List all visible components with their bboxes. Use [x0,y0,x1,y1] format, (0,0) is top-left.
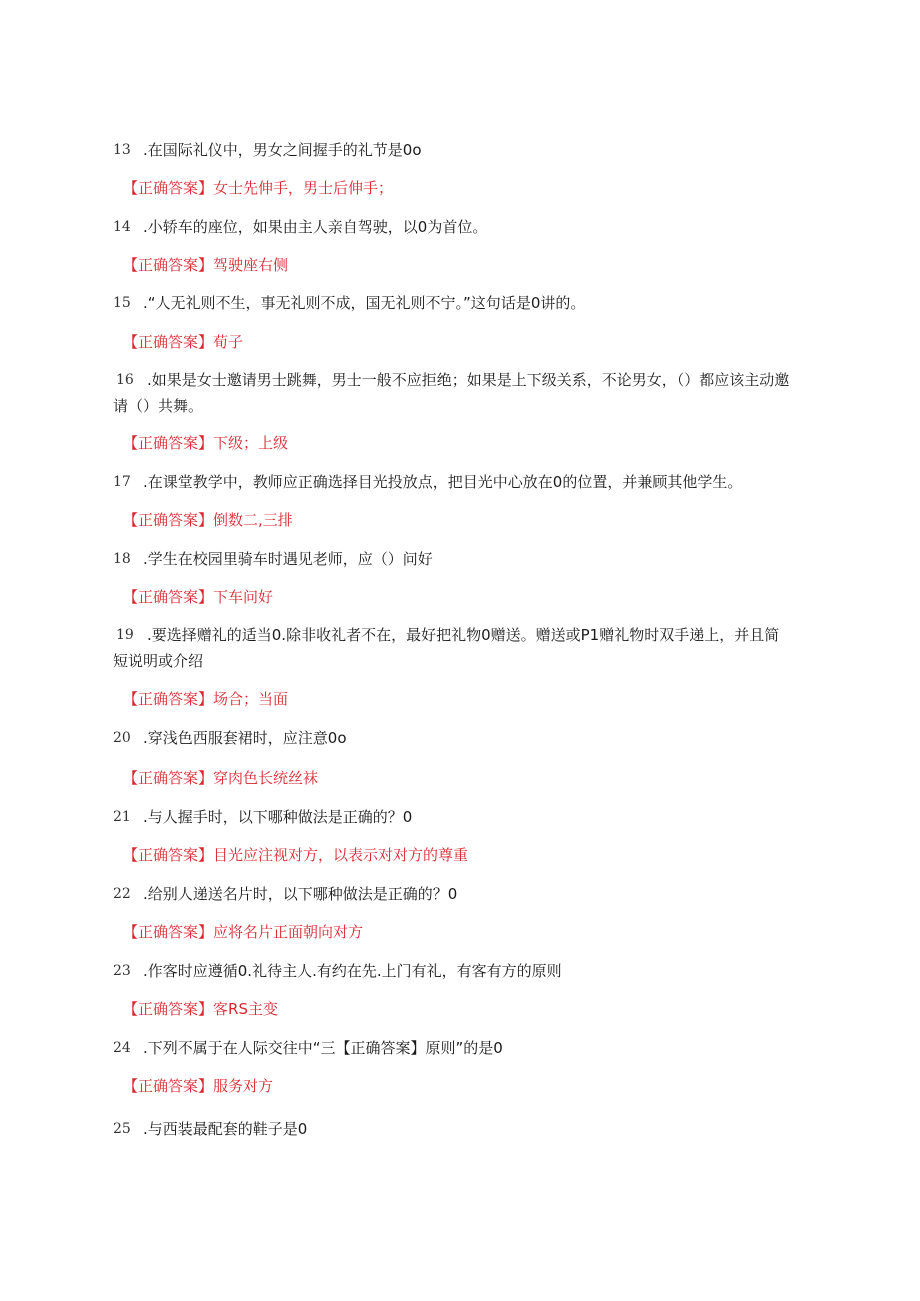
answer-24 [123,1075,273,1097]
answer-21 [123,844,468,866]
question-text-continued: 请（）共舞。 [113,397,204,415]
answer-19 [123,688,288,710]
answer-text: 下车问好 [213,588,274,606]
question-number: 19 [116,627,134,643]
answer-label: 【正确答案】 [123,434,214,452]
question-text-continued: 短说明或介绍 [113,652,204,670]
question-text: .与人握手时，以下哪种做法是正确的？0 [143,808,413,826]
question-text: .在国际礼仪中，男女之间握手的礼节是0o [143,141,422,159]
question-text: .在课堂教学中，教师应正确选择目光投放点，把目光中心放在0的位置，并兼顾其他学生。 [143,473,743,491]
answer-text: 下级；上级 [213,434,289,452]
question-number: 17 [113,474,131,490]
answer-text: 场合；当面 [213,690,289,708]
question-number: 21 [113,809,131,825]
answer-23 [123,998,278,1020]
answer-16 [123,432,288,454]
question-number: 25 [113,1121,131,1137]
answer-text: 应将名片正面朝向对方 [213,923,364,941]
answer-label: 【正确答案】 [123,1000,214,1018]
answer-17 [123,509,293,531]
answer-13 [123,177,393,199]
answer-label: 【正确答案】 [123,846,214,864]
question-text: .下列不属于在人际交往中“三【正确答案】原则”的是0 [143,1039,503,1057]
question-text: .作客时应遵循0.礼待主人.有约在先.上门有礼，有客有方的原则 [143,962,562,980]
answer-label: 【正确答案】 [123,256,214,274]
question-number: 16 [116,372,134,388]
question-text: .穿浅色西服套裙时，应注意0o [143,729,347,747]
question-text: .要选择赠礼的适当0.除非收礼者不在，最好把礼物0赠送。赠送或P1赠礼物时双手递上，并且简 [147,626,780,644]
answer-label: 【正确答案】 [123,588,214,606]
question-number: 20 [113,730,131,746]
question-number: 23 [113,963,131,979]
answer-text: 服务对方 [213,1077,274,1095]
answer-text: 倒数二,三排 [213,511,293,529]
answer-text: 穿肉色长统丝袜 [213,769,319,787]
answer-14 [123,254,288,276]
answer-text: 目光应注视对方，以表示对对方的尊重 [213,846,469,864]
answer-text: 荀子 [213,333,244,351]
answer-label: 【正确答案】 [123,923,214,941]
answer-text: 驾驶座右侧 [213,256,289,274]
answer-22 [123,921,363,943]
answer-label: 【正确答案】 [123,179,214,197]
question-number: 14 [113,219,131,235]
question-number: 13 [113,142,131,158]
question-text: .如果是女士邀请男士跳舞，男士一般不应拒绝；如果是上下级关系，不论男女，（）都应该主动邀 [147,371,790,389]
answer-text: 女士先伸手，男士后伸手； [213,179,394,197]
answer-label: 【正确答案】 [123,769,214,787]
answer-label: 【正确答案】 [123,690,214,708]
answer-15 [123,331,243,353]
question-text: .给别人递送名片时，以下哪种做法是正确的？0 [143,885,458,903]
answer-label: 【正确答案】 [123,1077,214,1095]
question-text: .小轿车的座位，如果由主人亲自驾驶，以0为首位。 [143,218,488,236]
question-text: .“人无礼则不生，事无礼则不成，国无礼则不宁。”这句话是0讲的。 [143,294,586,312]
answer-label: 【正确答案】 [123,511,214,529]
question-text: .与西装最配套的鞋子是0 [143,1120,308,1138]
answer-20 [123,767,318,789]
answer-18 [123,586,273,608]
answer-text: 客RS主变 [213,1000,278,1018]
question-number: 22 [113,886,131,902]
question-number: 24 [113,1040,131,1056]
question-text: .学生在校园里骑车时遇见老师，应（）问好 [143,550,433,568]
answer-label: 【正确答案】 [123,333,214,351]
question-number: 15 [113,295,131,311]
question-number: 18 [113,551,131,567]
